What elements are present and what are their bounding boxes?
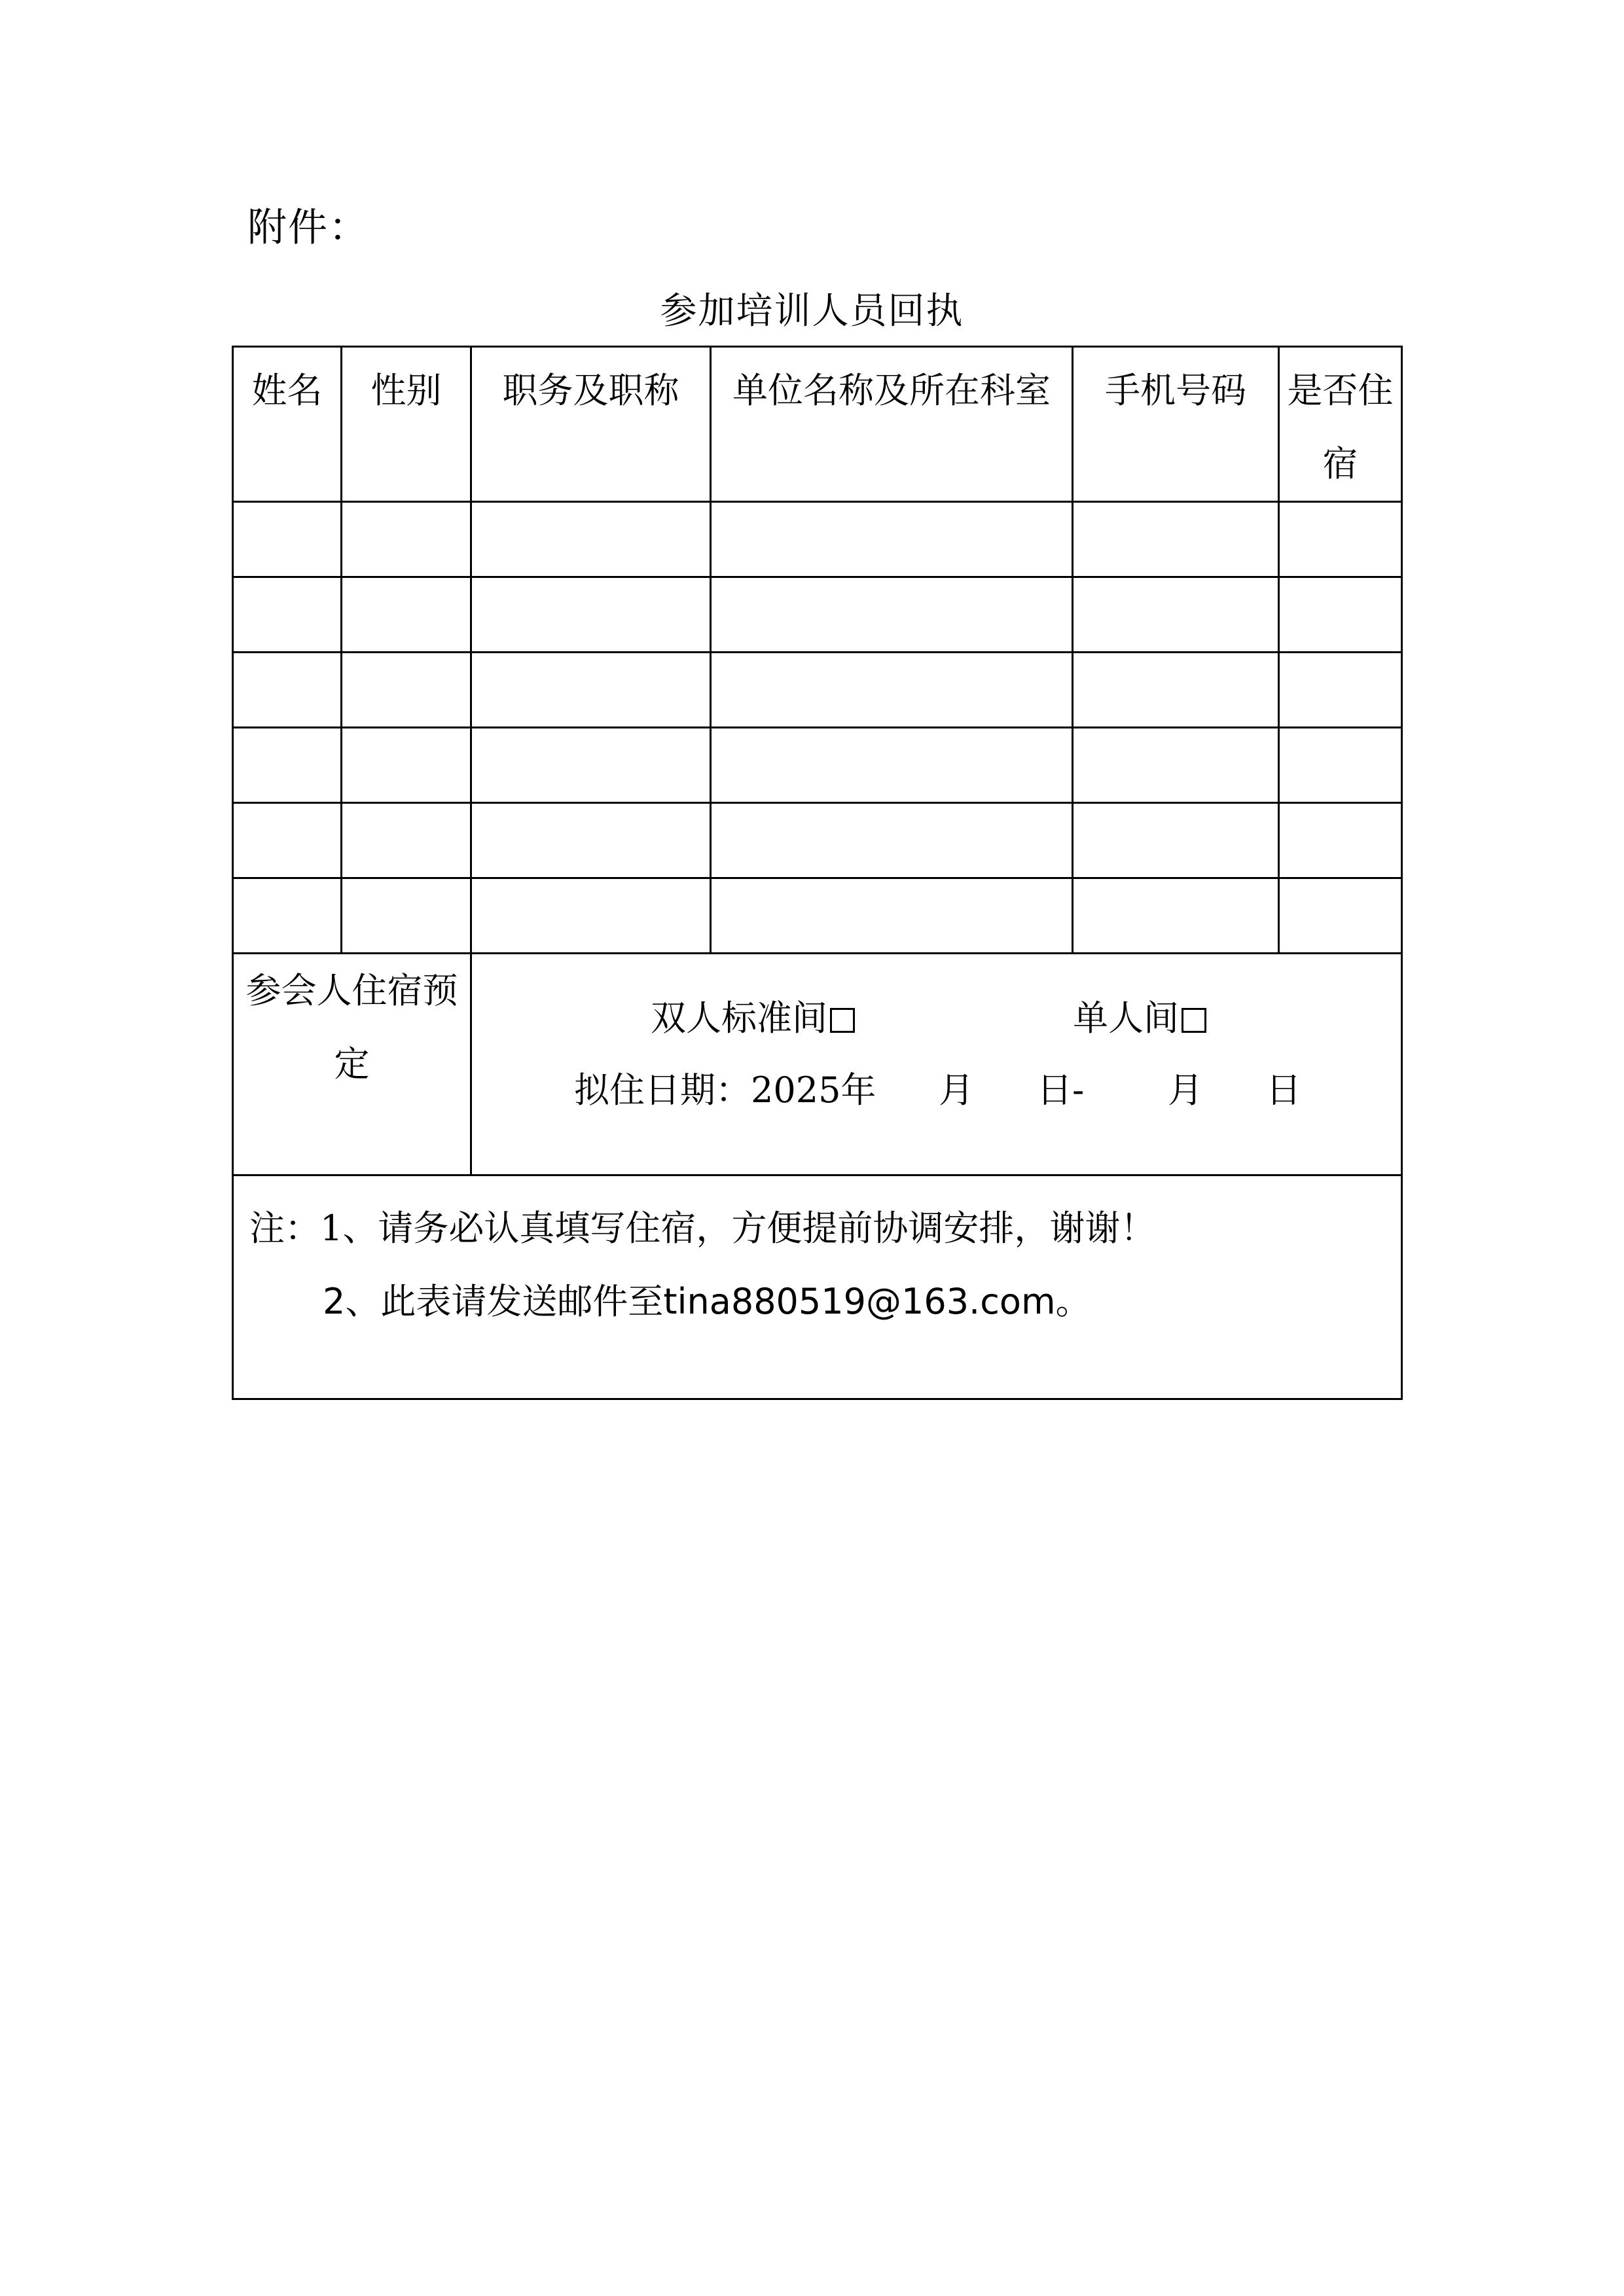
checkout-day-label: 日	[1266, 1069, 1301, 1111]
accommodation-booking-options	[471, 954, 1402, 1175]
position-cell[interactable]	[471, 577, 711, 653]
organization-cell[interactable]	[711, 878, 1073, 954]
stay-date-prefix: 拟住日期：2025年	[574, 1069, 876, 1111]
gender-cell[interactable]	[342, 502, 471, 577]
header-gender: 性别	[342, 347, 471, 502]
accommodation-cell[interactable]	[1279, 803, 1402, 878]
notes-row	[233, 1175, 1402, 1399]
position-cell[interactable]	[471, 502, 711, 577]
double-room-label: 双人标准间	[651, 997, 827, 1039]
header-position-title: 职务及职称	[471, 347, 711, 502]
gender-cell[interactable]	[342, 577, 471, 653]
name-cell[interactable]	[233, 803, 342, 878]
checkin-day-label: 日-	[1037, 1069, 1085, 1111]
organization-cell[interactable]	[711, 502, 1073, 577]
note-line-1	[249, 1209, 1401, 1282]
accommodation-booking-row	[233, 954, 1402, 1175]
name-cell[interactable]	[233, 577, 342, 653]
mobile-cell[interactable]	[1073, 577, 1279, 653]
accommodation-cell[interactable]	[1279, 878, 1402, 954]
accommodation-cell[interactable]	[1279, 502, 1402, 577]
table-row	[233, 653, 1402, 728]
note-prefix: 注：	[249, 1208, 320, 1249]
name-cell[interactable]	[233, 728, 342, 803]
double-room-option[interactable]	[651, 999, 855, 1038]
room-type-options	[472, 999, 1401, 1038]
table-row	[233, 577, 1402, 653]
header-mobile: 手机号码	[1073, 347, 1279, 502]
header-accommodation: 是否住宿	[1279, 347, 1402, 502]
registration-form-table	[232, 346, 1403, 1400]
table-row	[233, 728, 1402, 803]
accommodation-booking-label: 参会人住宿预定	[233, 954, 471, 1175]
table-row	[233, 878, 1402, 954]
single-room-label: 单人间	[1073, 997, 1179, 1039]
position-cell[interactable]	[471, 653, 711, 728]
name-cell[interactable]	[233, 878, 342, 954]
mobile-cell[interactable]	[1073, 803, 1279, 878]
checkin-month-label: 月	[939, 1069, 974, 1111]
mobile-cell[interactable]	[1073, 878, 1279, 954]
gender-cell[interactable]	[342, 803, 471, 878]
position-cell[interactable]	[471, 878, 711, 954]
single-room-option[interactable]	[1073, 999, 1206, 1038]
mobile-cell[interactable]	[1073, 502, 1279, 577]
position-cell[interactable]	[471, 728, 711, 803]
gender-cell[interactable]	[342, 728, 471, 803]
organization-cell[interactable]	[711, 728, 1073, 803]
stay-dates-line	[472, 1071, 1401, 1110]
mobile-cell[interactable]	[1073, 728, 1279, 803]
note-1-text: 1、请务必认真填写住宿，方便提前协调安排，谢谢！	[320, 1208, 1156, 1249]
double-room-checkbox[interactable]	[830, 1008, 855, 1033]
table-row	[233, 803, 1402, 878]
accommodation-cell[interactable]	[1279, 577, 1402, 653]
table-row	[233, 502, 1402, 577]
header-organization-department: 单位名称及所在科室	[711, 347, 1073, 502]
accommodation-cell[interactable]	[1279, 653, 1402, 728]
note-2-text: 2、此表请发送邮件至tina880519@163.com。	[323, 1281, 1091, 1322]
form-title: 参加培训人员回执	[660, 290, 964, 332]
header-name: 姓名	[233, 347, 342, 502]
name-cell[interactable]	[233, 502, 342, 577]
organization-cell[interactable]	[711, 803, 1073, 878]
checkout-month-label: 月	[1168, 1069, 1203, 1111]
attachment-label: 附件：	[247, 205, 369, 251]
single-room-checkbox[interactable]	[1182, 1008, 1206, 1033]
position-cell[interactable]	[471, 803, 711, 878]
gender-cell[interactable]	[342, 653, 471, 728]
organization-cell[interactable]	[711, 653, 1073, 728]
gender-cell[interactable]	[342, 878, 471, 954]
accommodation-cell[interactable]	[1279, 728, 1402, 803]
note-line-2	[249, 1282, 1401, 1355]
organization-cell[interactable]	[711, 577, 1073, 653]
notes-cell	[233, 1175, 1402, 1399]
mobile-cell[interactable]	[1073, 653, 1279, 728]
table-header-row	[233, 347, 1402, 502]
name-cell[interactable]	[233, 653, 342, 728]
